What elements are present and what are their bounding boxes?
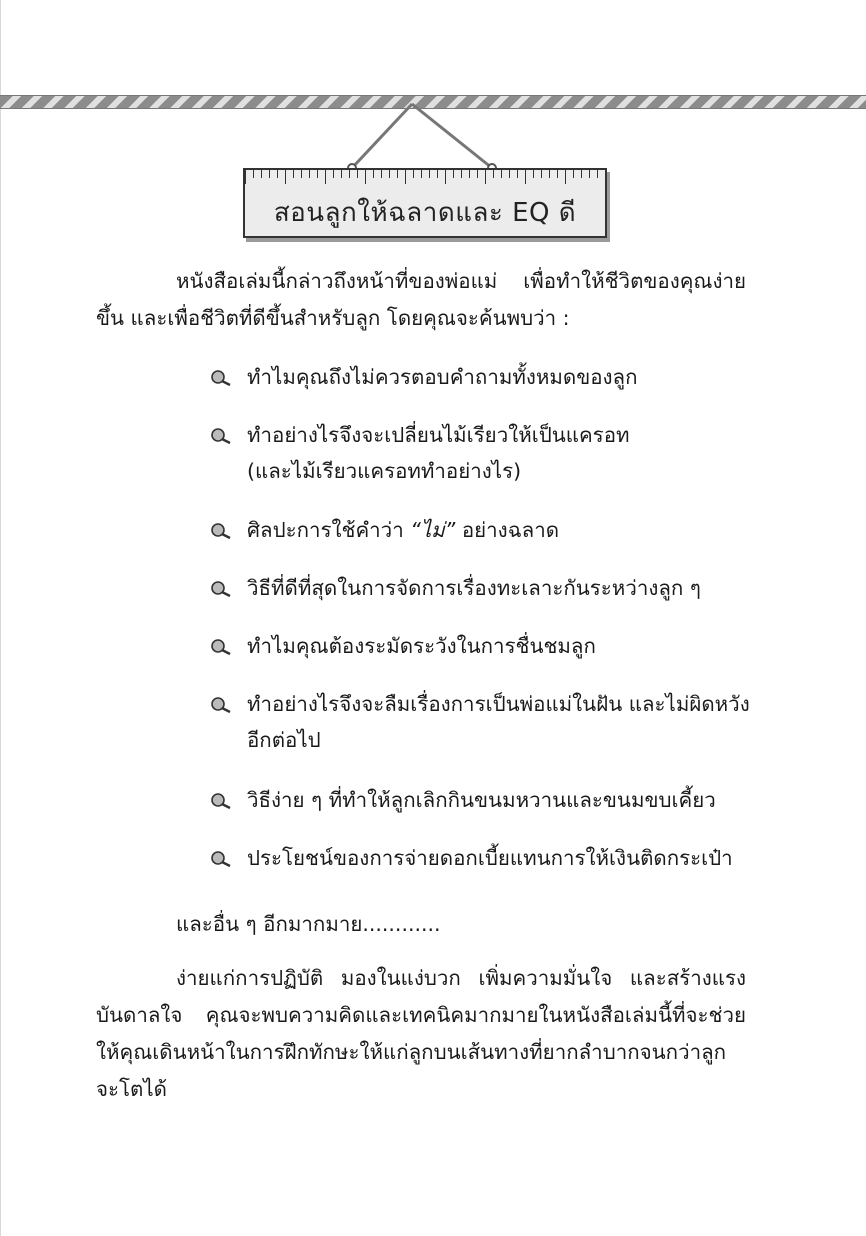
list-item-text: ศิลปะการใช้คำว่า “ไม่” อย่างฉลาด bbox=[247, 518, 560, 542]
emphasis-no: “ไม่” bbox=[410, 518, 456, 542]
list-item-text: ประโยชน์ของการจ่ายดอกเบี้ยแทนการให้เงินติดกระเป๋า bbox=[247, 846, 733, 870]
list-item bbox=[210, 686, 750, 758]
closing-paragraph: ง่ายแก่การปฏิบัติ มองในแง่บวก เพิ่มความมั่นใจ และสร้างแรงบันดาลใจ คุณจะพบความคิดและเทคนิคมากมายในหนังสือเล่มนี้ที่จะช่วยให้คุณเดินหน้าในการฝึกทักษะให้แก่ลูกบนเส้นทางที่ยากลำบากจนกว่าลูกจะโตได้ bbox=[96, 966, 746, 1101]
list-item-text-continued: (และไม้เรียวแครอททำอย่างไร) bbox=[247, 459, 522, 483]
magnifier-bullet-icon bbox=[210, 696, 232, 714]
list-item bbox=[210, 417, 750, 489]
intro-paragraph: หนังสือเล่มนี้กล่าวถึงหน้าที่ของพ่อแม่ เพื่อทำให้ชีวิตของคุณง่ายขึ้น และเพื่อชีวิตที่ดีขึ้นสำหรับลูก โดยคุณจะค้นพบว่า : bbox=[96, 269, 746, 330]
magnifier-bullet-icon bbox=[210, 792, 232, 810]
list-item bbox=[210, 782, 750, 818]
page-edge bbox=[0, 0, 1, 1236]
list-item-text: ทำไมคุณต้องระมัดระวังในการชื่นชมลูก bbox=[247, 634, 596, 658]
hanging-rope bbox=[0, 95, 866, 109]
title-sign bbox=[243, 168, 607, 238]
list-item bbox=[210, 570, 750, 606]
list-item bbox=[210, 359, 750, 395]
list-item-text: วิธีง่าย ๆ ที่ทำให้ลูกเลิกกินขนมหวานและขนมขบเคี้ยว bbox=[247, 788, 716, 812]
list-item-text: วิธีที่ดีที่สุดในการจัดการเรื่องทะเลาะกันระหว่างลูก ๆ bbox=[247, 576, 701, 600]
magnifier-bullet-icon bbox=[210, 850, 232, 868]
list-item-text: ทำอย่างไรจึงจะลืมเรื่องการเป็นพ่อแม่ในฝัน และไม่ผิดหวังอีกต่อไป bbox=[247, 692, 750, 752]
list-item bbox=[210, 840, 750, 876]
page-title: สอนลูกให้ฉลาดและ EQ ดี bbox=[273, 198, 577, 228]
and-more-line: และอื่น ๆ อีกมากมาย............ bbox=[176, 912, 441, 936]
list-item-text: ทำอย่างไรจึงจะเปลี่ยนไม้เรียวให้เป็นแครอท bbox=[247, 423, 630, 447]
magnifier-bullet-icon bbox=[210, 580, 232, 598]
ruler-ticks bbox=[245, 170, 605, 184]
magnifier-bullet-icon bbox=[210, 427, 232, 445]
list-item bbox=[210, 512, 750, 548]
magnifier-bullet-icon bbox=[210, 638, 232, 656]
magnifier-bullet-icon bbox=[210, 369, 232, 387]
list-item bbox=[210, 628, 750, 664]
list-item-text: ทำไมคุณถึงไม่ควรตอบคำถามทั้งหมดของลูก bbox=[247, 365, 638, 389]
magnifier-bullet-icon bbox=[210, 522, 232, 540]
